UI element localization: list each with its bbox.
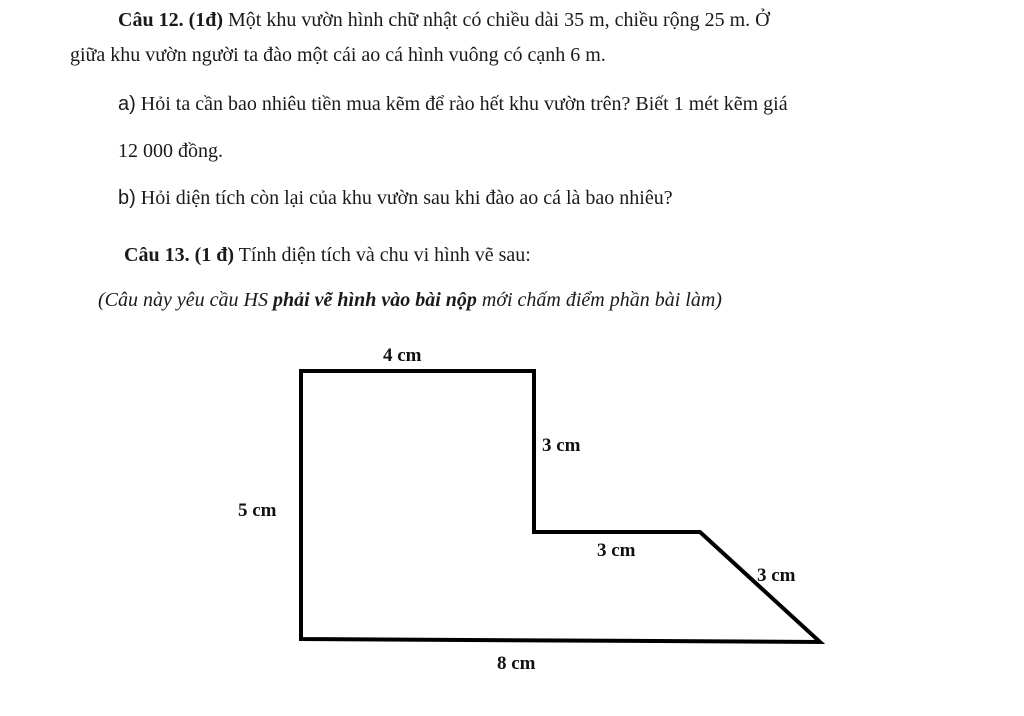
- note-open: (Câu này yêu cầu HS: [98, 289, 273, 311]
- label-slant-3cm: 3 cm: [757, 565, 796, 586]
- part-a-marker: a): [118, 93, 136, 115]
- question-12-part-a-line-2: 12 000 đồng.: [118, 140, 223, 162]
- figure-outline: [301, 371, 820, 642]
- label-inner-horizontal-3cm: 3 cm: [597, 540, 636, 561]
- question-12-text-1: Một khu vườn hình chữ nhật có chiều dài 35 m, chiều rộng 25 m. Ở: [223, 9, 770, 31]
- question-13-text: Tính diện tích và chu vi hình vẽ sau:: [234, 244, 531, 266]
- part-b-text: Hỏi diện tích còn lại của khu vườn sau khi đào ao cá là bao nhiêu?: [135, 187, 673, 209]
- question-13-points: . (1 đ): [184, 244, 235, 266]
- label-top-4cm: 4 cm: [383, 345, 422, 366]
- label-left-5cm: 5 cm: [238, 500, 277, 521]
- question-13-label: Câu 13: [124, 244, 185, 266]
- label-inner-vertical-3cm: 3 cm: [542, 435, 581, 456]
- part-a-text-1: Hỏi ta cần bao nhiêu tiền mua kẽm để rào hết khu vườn trên? Biết 1 mét kẽm giá: [135, 93, 788, 115]
- question-12-line-2: giữa khu vườn người ta đào một cái ao cá hình vuông có cạnh 6 m.: [70, 44, 606, 66]
- question-12-label: Câu 12. (1đ): [118, 9, 224, 31]
- note-bold: phải vẽ hình vào bài nộp: [272, 289, 477, 311]
- part-b-marker: b): [118, 187, 136, 209]
- note-close: mới chấm điểm phần bài làm): [476, 289, 722, 311]
- label-bottom-8cm: 8 cm: [497, 653, 536, 674]
